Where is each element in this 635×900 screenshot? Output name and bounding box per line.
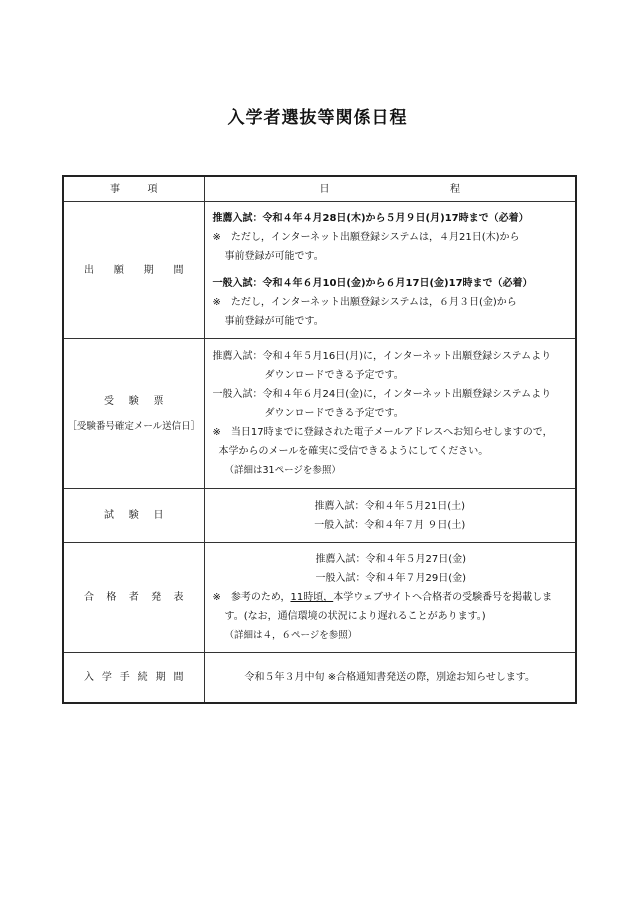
- application-schedule-cell: [204, 202, 576, 339]
- table-row-exam-day: [63, 489, 576, 543]
- table-row-ticket: [63, 339, 576, 489]
- table-row-results: [63, 543, 576, 653]
- exam-day-label-cell: [63, 489, 204, 543]
- ticket-sublabel: ［受験番号確定メール送信日］: [67, 420, 201, 432]
- ticket-suisen-line: 推薦入試：令和４年５月16日(月)に，インターネット出願登録システムより: [212, 351, 552, 362]
- label-char: 験: [128, 510, 139, 521]
- results-note-ref: （詳細は４，６ページを参照）: [224, 630, 358, 641]
- table-row-application: [63, 202, 576, 339]
- label-char: 者: [128, 592, 139, 603]
- label-char: 格: [106, 592, 117, 603]
- exam-day-schedule-cell: [204, 489, 576, 543]
- application-ippan-line: 一般入試：令和４年６月10日(金)から６月17日(金)17時まで（必着）: [212, 278, 533, 289]
- results-ippan: 一般入試：令和４年７月29日(金): [315, 573, 467, 584]
- application-ippan-note: ※ ただし，インターネット出願登録システムは，６月３日(金)から: [212, 297, 517, 308]
- exam-day-suisen: 推薦入試：令和４年５月21日(土): [314, 500, 466, 512]
- header-item-cell: [63, 176, 204, 202]
- label-char: 合: [84, 592, 94, 603]
- header-schedule-char: 程: [450, 183, 460, 195]
- ticket-label-cell: [63, 339, 204, 489]
- schedule-table: [62, 175, 577, 704]
- label-char: 試: [104, 510, 114, 521]
- application-suisen-note-cont: 事前登録が可能です。: [224, 251, 324, 262]
- ticket-note-cont: 本学からのメールを確実に受信できるようにしてください。: [218, 446, 489, 457]
- label-char: 学: [101, 671, 112, 683]
- results-note-prefix: ※ 参考のため，: [212, 592, 291, 603]
- label-char: 間: [173, 264, 184, 276]
- ticket-ippan-line-cont: ダウンロードできる予定です。: [264, 408, 404, 419]
- page-title: 入学者選抜等関係日程: [227, 108, 408, 128]
- header-item-char: 項: [147, 183, 158, 195]
- label-char: 手: [119, 671, 130, 683]
- enrollment-text: 令和５年３月中旬 ※合格通知書発送の際，別途お知らせします。: [244, 671, 535, 683]
- label-char: 表: [173, 592, 184, 603]
- ticket-suisen-line-cont: ダウンロードできる予定です。: [264, 370, 404, 381]
- label-char: 発: [151, 592, 162, 603]
- application-suisen-note: ※ ただし，インターネット出願登録システムは，４月21日(木)から: [212, 232, 520, 243]
- application-label-cell: [63, 202, 204, 339]
- ticket-note-ref: （詳細は31ページを参照）: [224, 465, 341, 476]
- label-char: 期: [155, 671, 166, 683]
- enrollment-schedule-cell: [204, 653, 576, 703]
- exam-day-ippan: 一般入試：令和４年７月 ９日(土): [314, 519, 466, 531]
- application-ippan-note-cont: 事前登録が可能です。: [224, 316, 324, 327]
- ticket-note: ※ 当日17時までに登録された電子メールアドレスへお知らせしますので，: [212, 427, 553, 438]
- label-char: 日: [153, 510, 164, 521]
- label-char: 続: [137, 671, 148, 683]
- results-schedule-cell: [204, 543, 576, 653]
- results-note: [213, 588, 570, 607]
- results-note-time: 11時頃，: [290, 592, 334, 603]
- enrollment-label-cell: [63, 653, 204, 703]
- label-char: 受: [104, 395, 114, 407]
- ticket-ippan-line: 一般入試：令和４年６月24日(金)に，インターネット出願登録システムより: [212, 389, 552, 400]
- label-char: 間: [173, 671, 184, 683]
- results-label-cell: [63, 543, 204, 653]
- results-note-cont: す。(なお，通信環境の状況により遅れることがあります。): [224, 611, 486, 622]
- header-schedule-char: 日: [319, 183, 330, 195]
- results-suisen: 推薦入試：令和４年５月27日(金): [315, 554, 467, 565]
- header-item-char: 事: [110, 183, 120, 195]
- label-char: 出: [84, 264, 94, 276]
- label-char: 願: [113, 264, 124, 276]
- label-char: 入: [84, 671, 94, 683]
- results-note-rest: 本学ウェブサイトへ合格者の受験番号を掲載しま: [333, 592, 553, 603]
- label-char: 票: [153, 395, 164, 407]
- label-char: 験: [128, 395, 139, 407]
- table-row-enrollment: [63, 653, 576, 703]
- application-suisen-line: 推薦入試：令和４年４月28日(木)から５月９日(月)17時まで（必着）: [212, 213, 529, 224]
- table-header-row: [63, 176, 576, 202]
- label-char: 期: [143, 264, 154, 276]
- header-schedule-cell: [204, 176, 576, 202]
- ticket-schedule-cell: [204, 339, 576, 489]
